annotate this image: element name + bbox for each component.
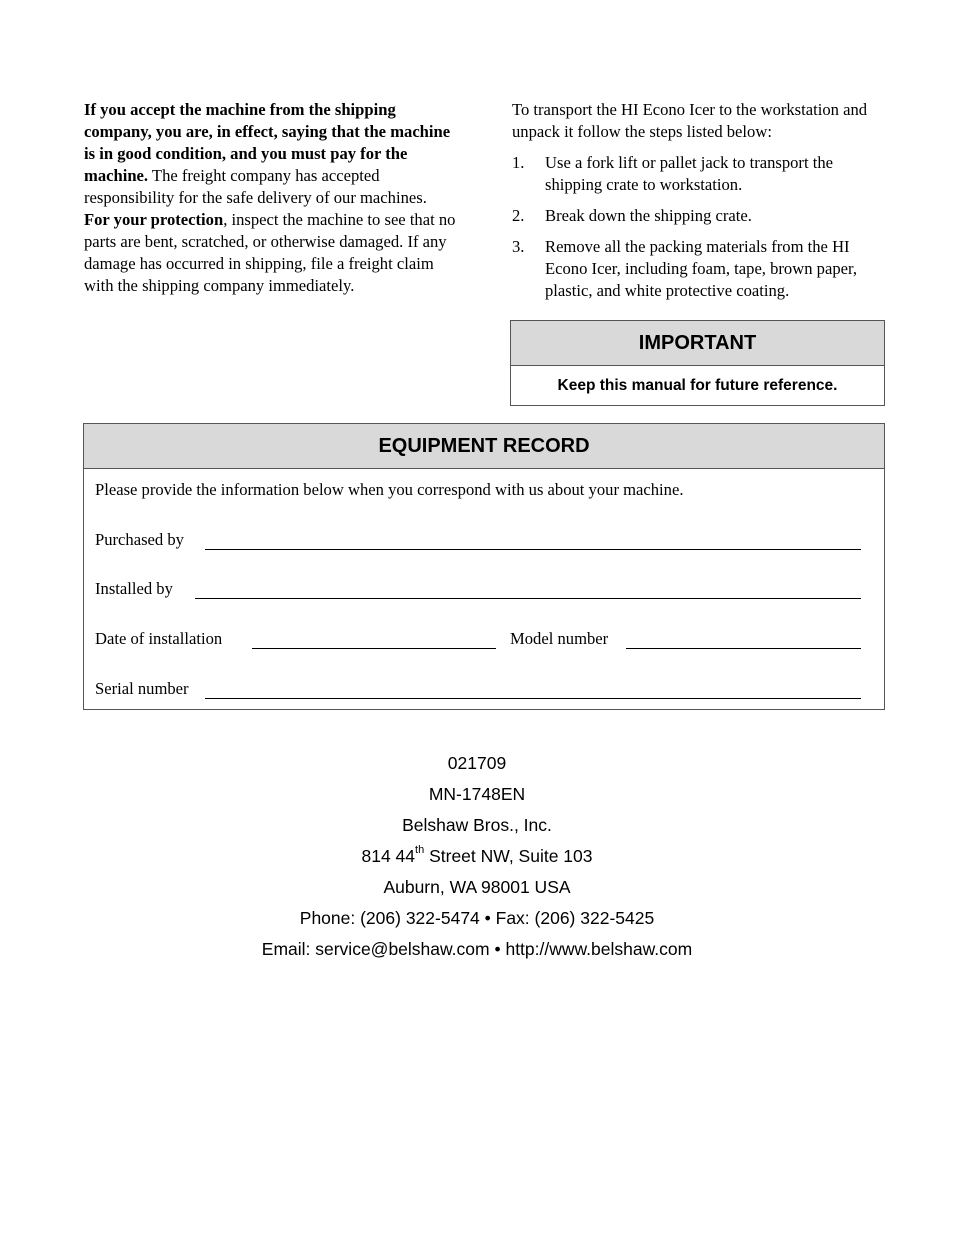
list-item (512, 205, 892, 227)
phone-fax: Phone: (206) 322-5474 • Fax: (206) 322-5425 (299, 908, 655, 928)
transport-intro: To transport the HI Econo Icer to the workstation and unpack it follow the steps listed below: (512, 100, 868, 141)
model-number-label: Model number (510, 629, 609, 648)
city-address: Auburn, WA 98001 USA (383, 877, 571, 897)
installed-by-field[interactable] (195, 598, 861, 599)
transport-steps (512, 152, 892, 302)
date-of-installation-field[interactable] (252, 648, 496, 649)
date-of-installation-label: Date of installation (95, 629, 223, 648)
email-web: Email: service@belshaw.com • http://www.belshaw.com (261, 939, 693, 959)
step-number: 3. (512, 237, 525, 256)
step-number: 1. (512, 153, 525, 172)
serial-number-label: Serial number (95, 679, 189, 698)
company-name: Belshaw Bros., Inc. (402, 815, 552, 835)
purchased-by-field[interactable] (205, 549, 861, 550)
street-number: 814 44 (361, 846, 416, 866)
freight-text: The freight company has accepted responsibility for the safe delivery of our machines. (84, 166, 427, 207)
purchased-by-label: Purchased by (95, 530, 184, 549)
model-number-field[interactable] (626, 648, 861, 649)
record-instructions: Please provide the information below when you correspond with us about your machine. (95, 480, 684, 499)
step-text: Break down the shipping crate. (545, 206, 752, 225)
step-text: Use a fork lift or pallet jack to transport the shipping crate to workstation. (545, 153, 833, 194)
serial-number-field[interactable] (205, 698, 861, 699)
installed-by-label: Installed by (95, 579, 173, 598)
list-item (512, 152, 892, 196)
transport-instructions (512, 99, 892, 302)
equipment-record-title: EQUIPMENT RECORD (84, 424, 884, 469)
document-code: 021709 (447, 753, 507, 773)
important-title: IMPORTANT (511, 321, 884, 366)
bold-protection: For your protection (84, 210, 224, 229)
list-item (512, 236, 892, 302)
equipment-record-form (83, 423, 885, 710)
step-text: Remove all the packing materials from the HI Econo Icer, including foam, tape, brown paper, plastic, and white protective coating. (545, 237, 857, 300)
important-message: Keep this manual for future reference. (557, 376, 838, 394)
inspection-text (84, 99, 456, 297)
street-rest: Street NW, Suite 103 (424, 846, 593, 866)
shipping-inspection-paragraph (84, 99, 456, 297)
company-footer (0, 748, 954, 965)
step-number: 2. (512, 206, 525, 225)
bold-intro: If you accept the machine from the shipping company, you are, in effect, saying that the machine is in good condition, and you must pay for the machine. (84, 100, 451, 185)
inspect-text: , inspect the machine to see that no parts are bent, scratched, or otherwise damaged. If any damage has occurred in shipping, file a freight claim with the shipping company immediately. (84, 210, 456, 295)
street-address (0, 841, 954, 872)
important-notice (510, 320, 885, 406)
street-suffix: th (415, 844, 425, 856)
manual-number: MN-1748EN (428, 784, 526, 804)
